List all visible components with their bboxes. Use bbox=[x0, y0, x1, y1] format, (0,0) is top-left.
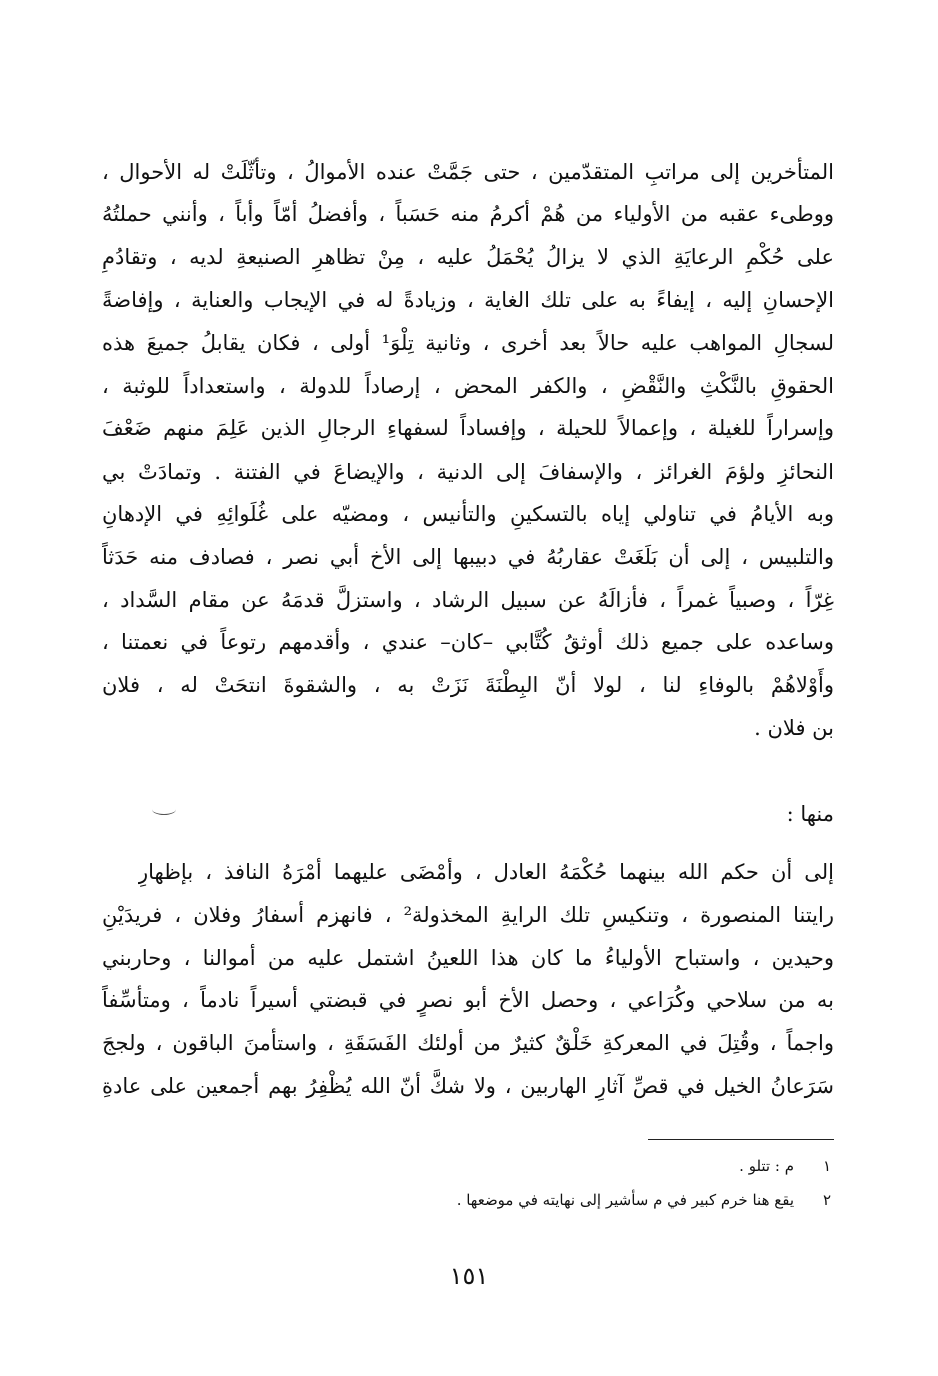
footnote-text: م : تتلو . bbox=[739, 1157, 794, 1175]
body-line: وأَوْلاهُمْ بالوفاءِ لنا ، لولا أنّ البِطْنَةَ نَزَتْ به ، والشقوةَ انتحَتْ له ، فلان bbox=[102, 673, 834, 697]
body-line: الحقوقِ بالنَّكْثِ والنَّقْضِ ، والكفر المحض ، إرصاداً للدولة ، واستعداداً للوثبة ، bbox=[102, 374, 834, 398]
body-line: ووطىء عقبه من الأولياء من هُمْ أكرمُ منه حَسَباً ، وأفضلُ أمّاً وأباً ، وأنني حملتُهُ bbox=[102, 202, 834, 226]
footnote-text: يقع هنا خرم كبير في م سأشير إلى نهايته في موضعها . bbox=[456, 1191, 794, 1209]
decorative-mark bbox=[152, 804, 176, 815]
body-line: على حُكْمِ الرعايَةِ الذي لا يزالُ يُحْمَلُ عليه ، مِنْ تظاهرِ الصنيعةِ لديه ، وتقادُمِ bbox=[102, 245, 834, 269]
body-line: غِرّاً ، وصبياً غمراً ، فأزالَهُ عن سبيل الرشاد ، واستزلَّ قدمَهُ عن مقام السَّداد ، bbox=[102, 588, 834, 612]
footnote bbox=[234, 1152, 834, 1180]
body-line: والتلبيس ، إلى أن بَلَغَتْ عقاربُهُ في دبيبها إلى الأخ أبي نصر ، فصادف منه حَدَثاً bbox=[102, 545, 834, 569]
section-line: وحيدين ، واستباح الأولياءُ ما كان هذا اللعينُ اشتمل عليه من أموالنا ، وحاربني bbox=[102, 946, 834, 970]
body-line: لسجالِ المواهب عليه حالاً بعد أخرى ، وثانية تِلْوَ¹ أولى ، فكان يقابلُ جميعَ هذه bbox=[102, 331, 834, 355]
section-line: واجماً ، وقُتِلَ في المعركةِ خَلْقٌ كثيرٌ من أولئك الفَسَقَةِ ، واستأمنَ الباقون ، ولججَ bbox=[102, 1031, 834, 1055]
section-line: سَرَعانُ الخيل في قصِّ آثارِ الهاربين ، ولا شكَّ أنّ الله يُظْفِرُ بهم أجمعين على عادةِ bbox=[102, 1074, 834, 1098]
body-line: المتأخرين إلى مراتبِ المتقدّمين ، حتى جَمَّتْ عنده الأموالُ ، وتأثّلَتْ له الأحوال ، bbox=[102, 160, 834, 184]
body-line: وإسراراً للغيلة ، وإعمالاً للحيلة ، وإفساداً لسفهاءِ الرجالِ الذين عَلِمَ منهم ضَعْفَ bbox=[102, 416, 834, 440]
body-line-last: بن فلان . bbox=[754, 716, 834, 740]
body-line: وبه الأيامُ في تناولي إياه بالتسكينِ والتأنيس ، ومضيّه على غُلَوائِهِ في الإدهانِ bbox=[102, 502, 834, 526]
footnote-number: ٢ bbox=[822, 1191, 832, 1209]
footnote-separator bbox=[648, 1139, 834, 1140]
section-line: رايتنا المنصورة ، وتنكيسِ تلك الرايةِ المخذولة² ، فانهزم أسفارُ وفلان ، فريدَيْنِ bbox=[102, 903, 834, 927]
section-line: إلى أن حكم الله بينهما حُكْمَهُ العادل ، وأمْضَى عليهما أمْرَهُ النافذ ، بإظهارِ bbox=[138, 860, 834, 884]
footnote bbox=[234, 1186, 834, 1214]
section-heading: منها : bbox=[786, 802, 834, 826]
page-number: ١٥١ bbox=[449, 1262, 489, 1290]
body-line: الإحسانِ إليه ، إيفاءً به على تلك الغاية ، وزيادةً له في الإيجاب والعناية ، وإفاضةً bbox=[102, 288, 834, 312]
section-line: به من سلاحي وكُرَاعي ، وحصل الأخ أبو نصرٍ في قبضتي أسيراً نادماً ، ومتأسِّفاً bbox=[102, 988, 834, 1012]
body-line: النحائزِ ولؤمَ الغرائز ، والإسفافَ إلى الدنية ، والإيضاعَ في الفتنة . وتمادَتْ بي bbox=[102, 460, 834, 484]
body-line: وساعده على جميع ذلك أوثقُ كُتَّابي –كان– عندي ، وأقدمهم رتوعاً في نعمتنا ، bbox=[102, 630, 834, 654]
footnote-number: ١ bbox=[822, 1157, 832, 1175]
